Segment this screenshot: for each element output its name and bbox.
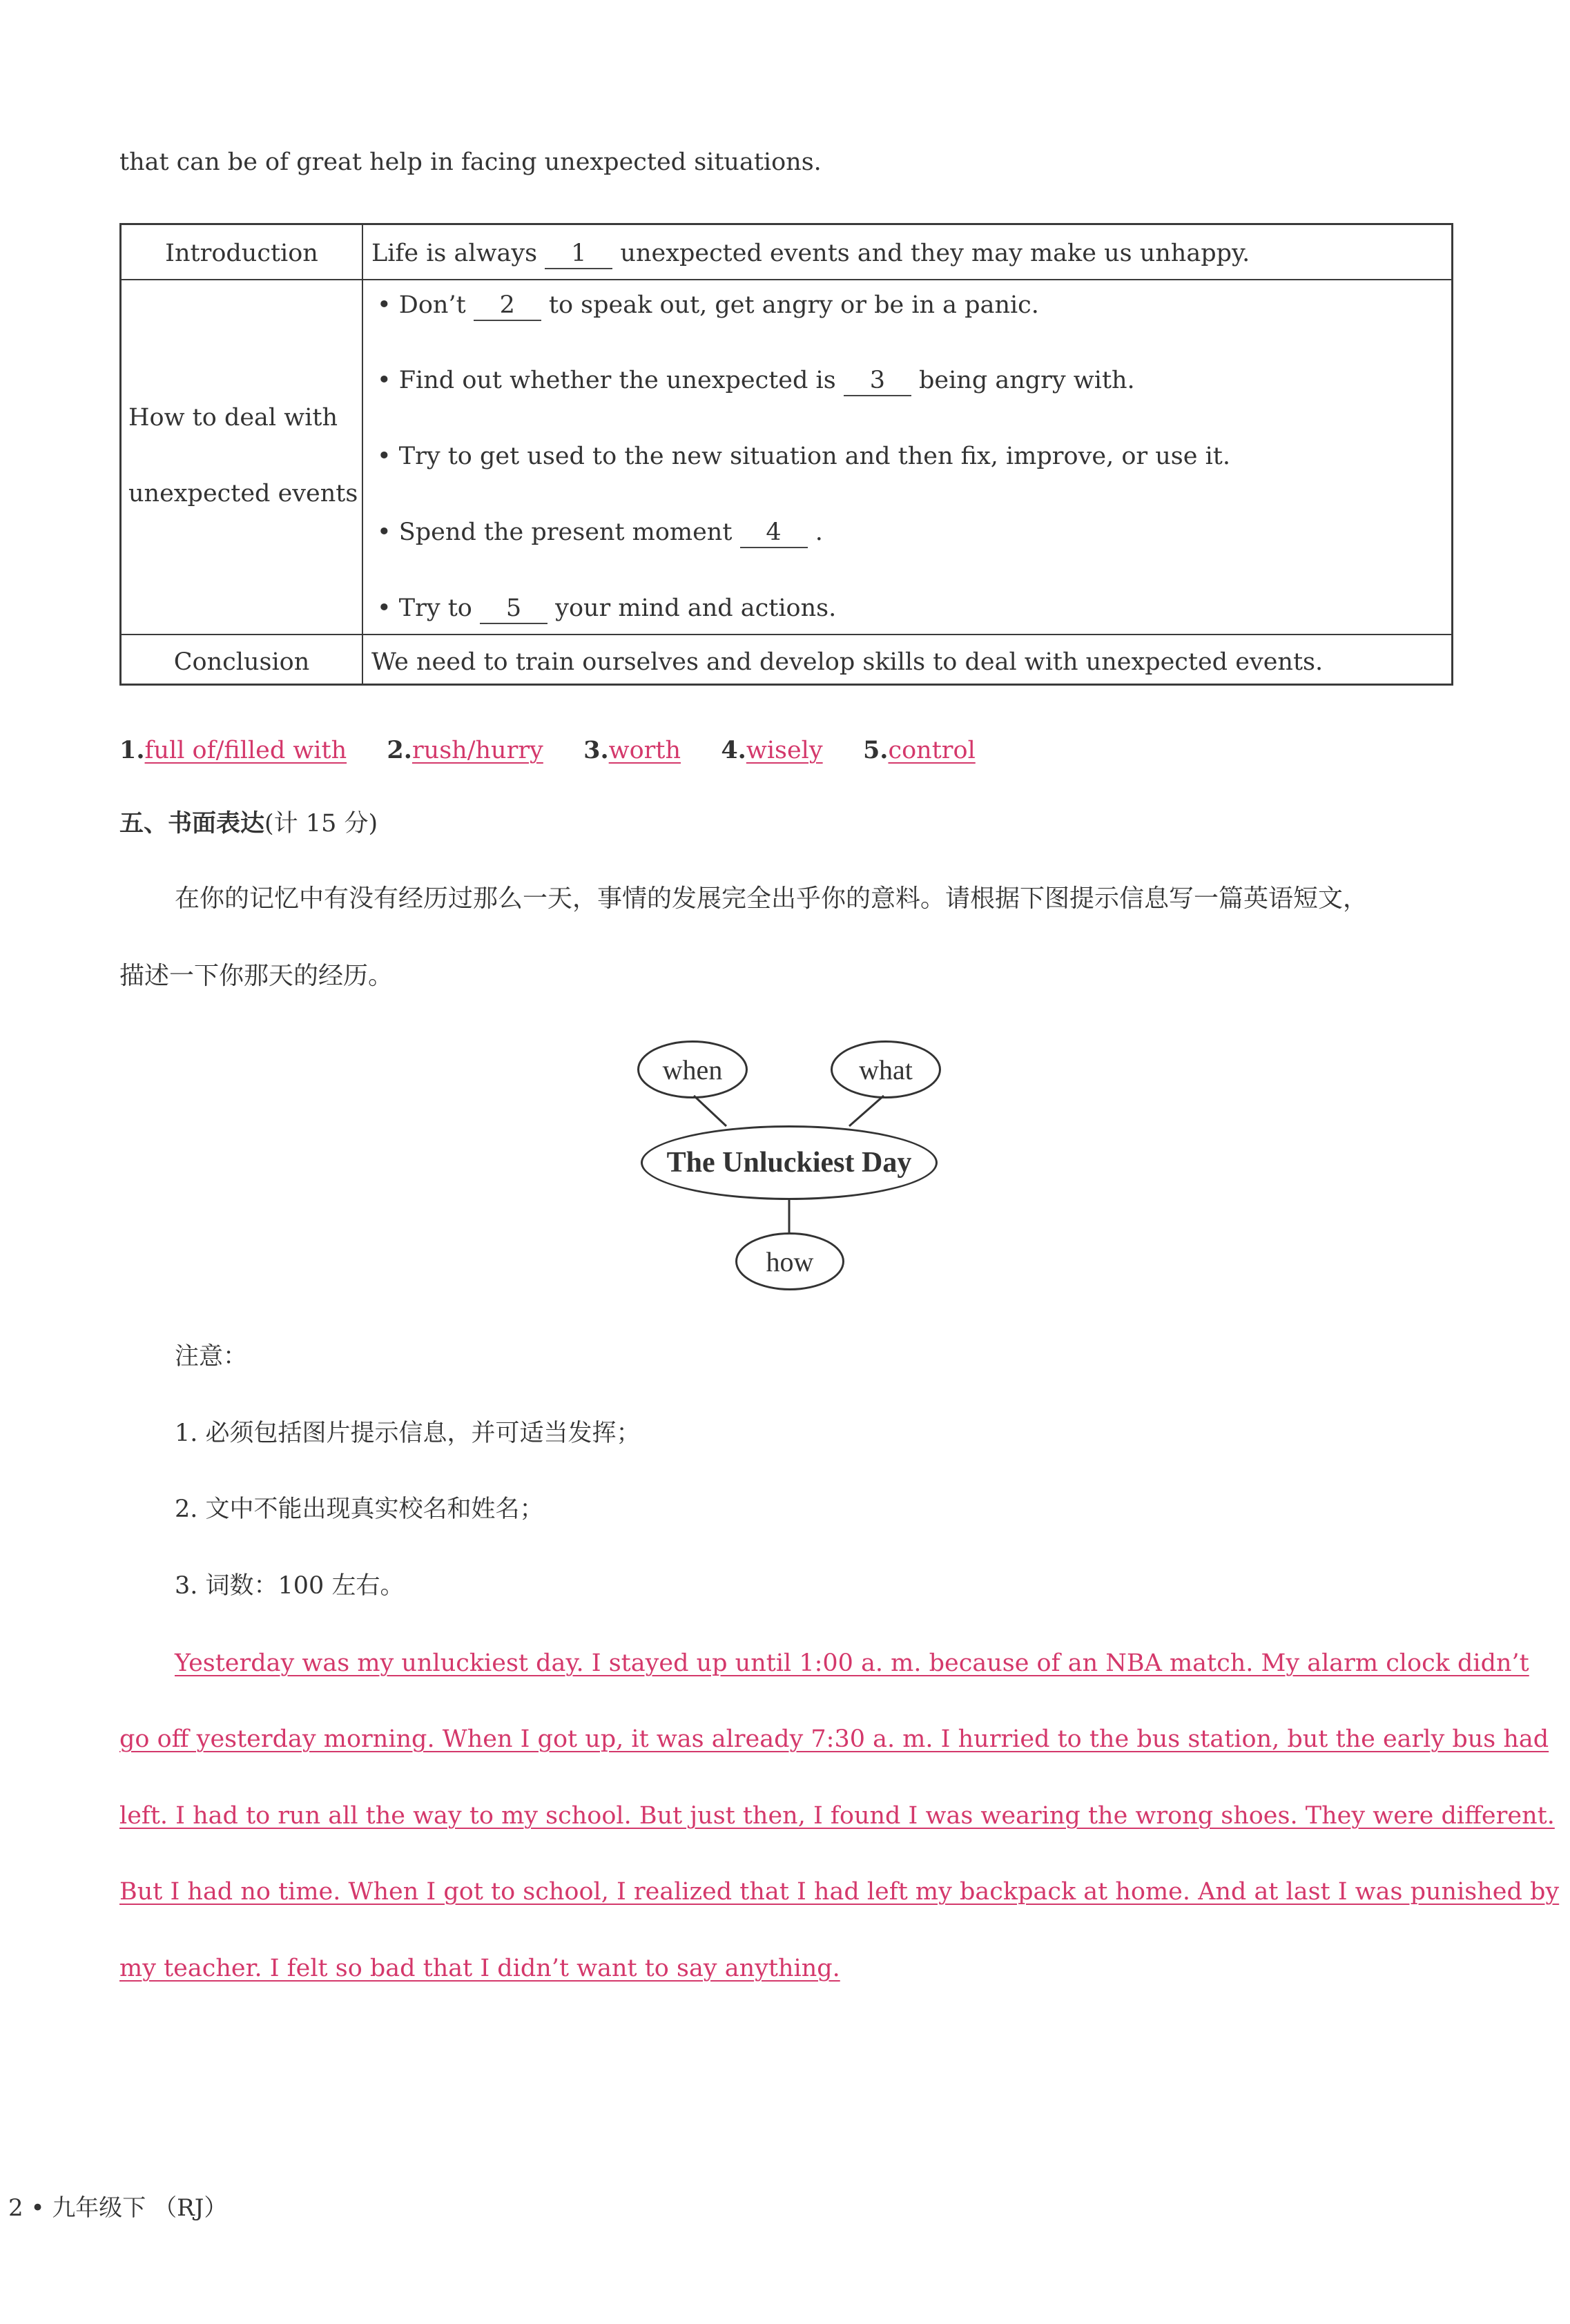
edition-label: （RJ） bbox=[153, 2194, 228, 2222]
answer-5: control bbox=[888, 737, 976, 764]
bullet-4-pre: • Spend the present moment bbox=[377, 519, 733, 546]
answer-2: rush/hurry bbox=[411, 737, 543, 764]
connector-when bbox=[694, 1096, 726, 1126]
bullet-4 bbox=[377, 518, 823, 548]
blank-2: 2 bbox=[474, 291, 541, 321]
blank-3: 3 bbox=[844, 366, 911, 396]
connector-what bbox=[849, 1096, 884, 1126]
table-row-divider bbox=[122, 279, 1451, 280]
row-text-introduction bbox=[371, 239, 1250, 269]
row-label-conclusion: Conclusion bbox=[173, 648, 310, 676]
node-what: what bbox=[831, 1040, 941, 1098]
bullet-1-pre: • Don’t bbox=[377, 291, 466, 319]
summary-table bbox=[119, 223, 1453, 686]
answer-1: full of/filled with bbox=[144, 737, 347, 764]
bullet-5-post: your mind and actions. bbox=[555, 594, 837, 622]
essay-line-1: Yesterday was my unluckiest day. I stayed up until 1:00 a. m. because of an NBA match. My alarm clock didn’t bbox=[175, 1649, 1529, 1677]
answer-5-num: 5. bbox=[862, 736, 889, 764]
row-text-conclusion: We need to train ourselves and develop skills to deal with unexpected events. bbox=[371, 648, 1324, 676]
intro-text-post: unexpected events and they may make us unhappy. bbox=[620, 240, 1250, 267]
grade-label: 九年级下 bbox=[52, 2194, 146, 2222]
bullet-2-pre: • Find out whether the unexpected is bbox=[377, 367, 836, 394]
notes-title: 注意： bbox=[175, 1343, 248, 1371]
essay-line-2: go off yesterday morning. When I got up, it was already 7:30 a. m. I hurried to the bus station, but the early bus had bbox=[119, 1725, 1549, 1753]
section-heading bbox=[119, 809, 378, 838]
intro-line: that can be of great help in facing unexpected situations. bbox=[119, 148, 822, 176]
note-2: 2. 文中不能出现真实校名和姓名； bbox=[175, 1495, 544, 1523]
answer-2-num: 2. bbox=[387, 736, 412, 764]
prompt-line-1: 在你的记忆中有没有经历过那么一天，事情的发展完全出乎你的意料。请根据下图提示信息写一篇英语短文， bbox=[175, 884, 1368, 913]
answer-key bbox=[119, 736, 976, 765]
answer-3-num: 3. bbox=[583, 736, 609, 764]
answer-4: wisely bbox=[746, 737, 823, 764]
node-when: when bbox=[637, 1040, 748, 1098]
bullet-1-post: to speak out, get angry or be in a panic. bbox=[548, 291, 1039, 319]
row-label-introduction: Introduction bbox=[165, 240, 318, 267]
answer-3: worth bbox=[608, 737, 681, 764]
table-row-divider bbox=[122, 634, 1451, 635]
bullet-1 bbox=[377, 291, 1039, 321]
blank-4: 4 bbox=[740, 518, 808, 548]
bullet-3: • Try to get used to the new situation and then fix, improve, or use it. bbox=[377, 443, 1230, 470]
node-how: how bbox=[735, 1232, 844, 1290]
essay-line-5: my teacher. I felt so bad that I didn’t want to say anything. bbox=[119, 1955, 840, 1982]
row-label-how-line2: unexpected events bbox=[128, 480, 358, 507]
page-number: 2 • bbox=[8, 2194, 45, 2222]
node-center: The Unluckiest Day bbox=[641, 1125, 938, 1200]
bullet-2-post: being angry with. bbox=[918, 367, 1135, 394]
blank-1: 1 bbox=[545, 239, 612, 269]
bullet-5 bbox=[377, 594, 836, 624]
bullet-5-pre: • Try to bbox=[377, 594, 472, 622]
table-column-divider bbox=[362, 225, 363, 684]
prompt-line-2: 描述一下你那天的经历。 bbox=[119, 962, 394, 990]
note-3: 3. 词数：100 左右。 bbox=[175, 1572, 405, 1600]
answer-4-num: 4. bbox=[721, 736, 746, 764]
essay-line-4: But I had no time. When I got to school, I realized that I had left my backpack at home. And at last I was punished by bbox=[119, 1878, 1560, 1906]
page-footer bbox=[8, 2189, 227, 2223]
note-1: 1. 必须包括图片提示信息，并可适当发挥； bbox=[175, 1420, 641, 1447]
essay-line-3: left. I had to run all the way to my school. But just then, I found I was wearing the wrong shoes. They were different. bbox=[119, 1802, 1555, 1830]
section-title: 五、书面表达 bbox=[119, 809, 265, 837]
bullet-2 bbox=[377, 366, 1135, 396]
row-label-how-line1: How to deal with bbox=[128, 404, 338, 432]
section-points: (计 15 分) bbox=[264, 810, 378, 837]
bullet-4-post: . bbox=[815, 519, 823, 546]
answer-1-num: 1. bbox=[119, 736, 145, 764]
blank-5: 5 bbox=[480, 594, 547, 624]
intro-text-pre: Life is always bbox=[371, 240, 538, 267]
